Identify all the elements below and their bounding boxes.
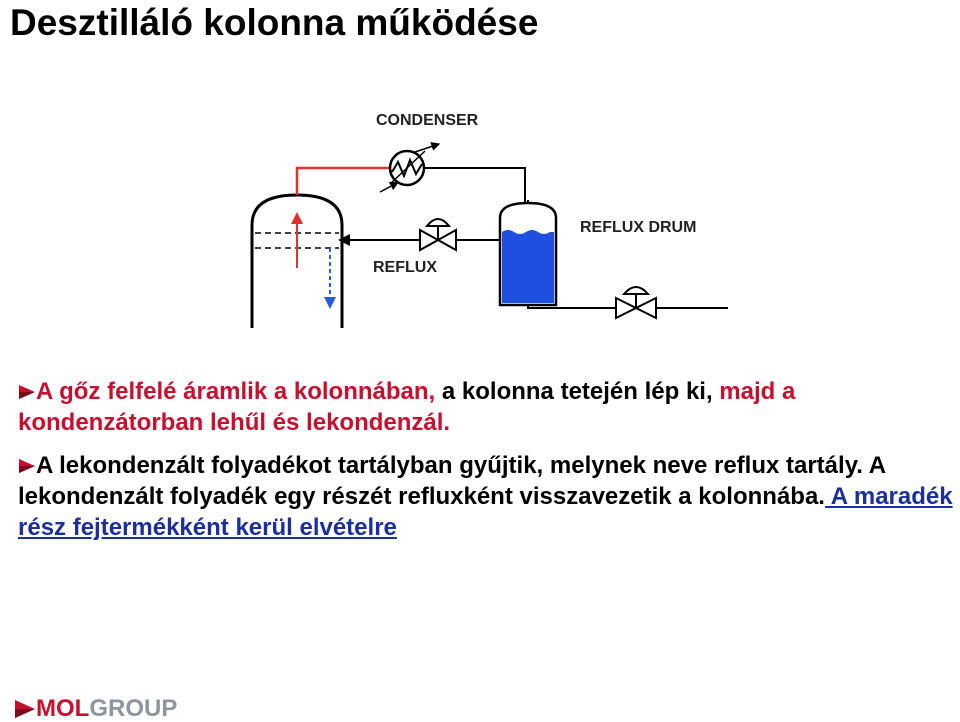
condenser-label: CONDENSER: [376, 112, 479, 129]
bullet-item-2: [18, 450, 958, 543]
mol-logo-icon: [14, 698, 36, 720]
bullet-item-1: [18, 376, 958, 438]
distillation-diagram: [240, 100, 730, 328]
triangle-bullet-icon: [18, 458, 36, 474]
reflux-valve-icon: [420, 219, 456, 250]
bullet-1-red-1: A gőz felfelé áramlik a kolonnában,: [36, 378, 436, 405]
bullet-1-black-1: a kolonna tetején lép ki,: [435, 378, 713, 405]
logo-group-text: GROUP: [89, 695, 178, 722]
condensate-line: [424, 168, 525, 210]
page-title: Desztilláló kolonna működése: [10, 2, 539, 43]
reflux-drum-label: REFLUX DRUM: [580, 219, 697, 236]
reflux-drum: [500, 200, 556, 305]
mol-group-logo: [14, 697, 177, 721]
logo-mol-text: MOL: [36, 695, 90, 722]
bullet-list: [18, 376, 958, 555]
bullet-1-red-2: majd a kondenzátorban lehűl és lekondenzál.: [18, 378, 796, 436]
triangle-bullet-icon: [18, 384, 36, 400]
bullet-2-blue-1: A maradék rész fejtermékként kerül elvételre: [18, 483, 953, 541]
product-valve-icon: [616, 287, 656, 318]
reflux-label: REFLUX: [373, 259, 437, 276]
bullet-2-black-1: A lekondenzált folyadékot tartályban gyűjtik, melynek neve reflux tartály. A lekondenzált folyadék egy részét refluxként visszavezetik a kolonnába.: [18, 452, 886, 510]
vapor-line: [297, 168, 390, 195]
